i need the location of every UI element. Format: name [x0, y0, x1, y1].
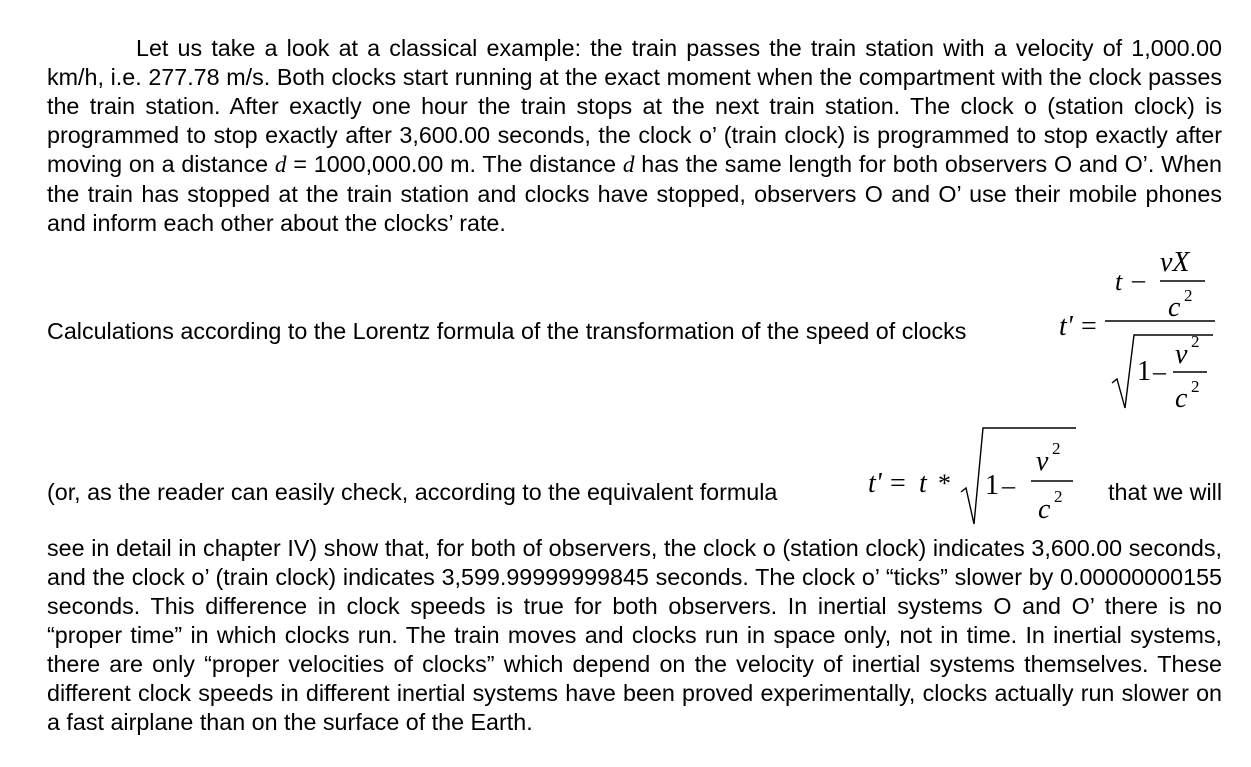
eq1-c-bottom: c: [1175, 383, 1188, 413]
eq1-v: v: [1175, 339, 1188, 370]
eq1-lhs: t': [1059, 311, 1073, 342]
paragraph-1-text: Let us take a look at a classical example: the train passes the train station with a velocity of 1,000.00 km/h, i.e. 277.78 m/s. Both clocks start running at the exact moment when the compartment with the clock passes the train station. After exactly one hour the train stops at the next train station. The clock o (station clock) is programmed to stop exactly after 3,600.00 seconds, the clock o’ (train clock) is programmed to stop exactly after moving on a distance: [47, 35, 1222, 177]
eq2-v-exp: 2: [1052, 439, 1061, 458]
eq1-one: 1: [1137, 356, 1151, 387]
equivalent-line-start: (or, as the reader can easily check, according to the equivalent formula: [47, 479, 778, 505]
variable-d-2: d: [622, 152, 635, 178]
eq2-c: c: [1038, 494, 1051, 525]
paragraph-2: [47, 534, 1222, 737]
eq2-c-exp: 2: [1054, 487, 1063, 506]
eq1-minus-top: –: [1132, 265, 1145, 294]
equivalent-formula: [866, 424, 1086, 529]
eq2-t: t: [919, 468, 927, 499]
lorentz-formula: [1057, 243, 1222, 413]
eq2-one: 1: [985, 470, 999, 501]
paragraph-1-end: has the same length for both observers O and O’. When the train has stopped at the train station and clocks have stopped, observers O and O’ use their mobile phones and inform each other about the clocks’ rate.: [47, 151, 1222, 236]
eq1-v-exp: 2: [1191, 332, 1200, 351]
eq2-v: v: [1036, 446, 1049, 477]
paragraph-1-mid: = 1000,000.00 m. The distance: [286, 151, 623, 177]
eq1-c-top: c: [1168, 292, 1181, 323]
eq2-star: *: [938, 469, 951, 498]
eq1-t: t: [1115, 267, 1123, 296]
eq2-lhs: t': [868, 468, 882, 499]
variable-d: d: [274, 152, 287, 178]
eq1-c-bottom-exp: 2: [1191, 377, 1200, 396]
eq1-vX: vX: [1160, 247, 1190, 278]
lorentz-line-text: Calculations according to the Lorentz formula of the transformation of the speed of clocks: [47, 318, 967, 344]
lorentz-line: [47, 317, 1222, 346]
eq1-c-top-exp: 2: [1184, 286, 1193, 305]
eq1-equals: =: [1081, 311, 1097, 342]
equivalent-line-end: that we will: [1108, 479, 1222, 505]
paragraph-1: [47, 34, 1222, 238]
paragraph-2-text: see in detail in chapter IV) show that, for both of observers, the clock o (station clock) indicates 3,600.00 seconds, and the clock o’ (train clock) indicates 3,599.99999999845 seconds. The clock o’ “ticks” slower by 0.00000000155 seconds. This difference in clock speeds is true for both observers. In inertial systems O and O’ there is no “proper time” in which clocks run. The train moves and clocks run in space only, not in time. In inertial systems, there are only “proper velocities of clocks” which depend on the velocity of inertial systems themselves. These different clock speeds in different inertial systems have been proved experimentally, clocks actually run slower on a fast airplane than on the surface of the Earth.: [47, 535, 1222, 735]
eq1-minus-bottom: –: [1153, 357, 1166, 386]
eq2-equals: =: [890, 468, 906, 499]
eq2-minus: –: [1002, 471, 1015, 500]
